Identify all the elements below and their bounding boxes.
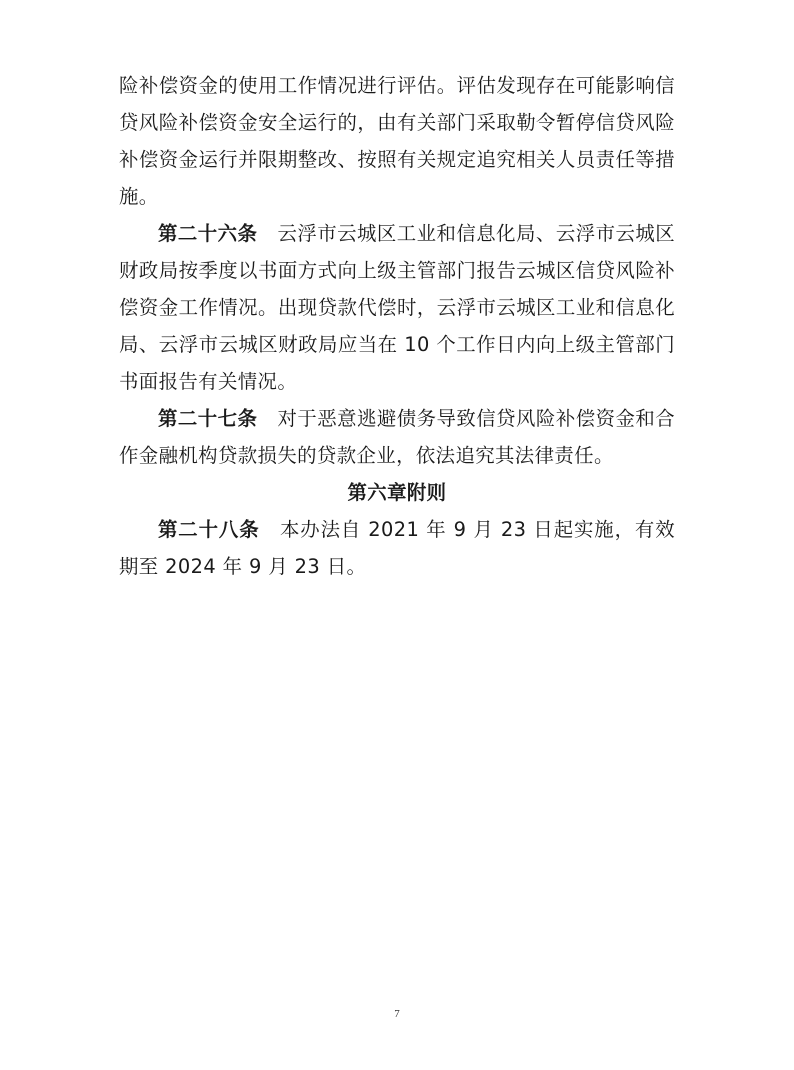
article-28 xyxy=(119,511,675,585)
article-text: 对于恶意逃避债务导致信贷风险补偿资金和合作金融机构贷款损失的贷款企业，依法追究其法律责任。 xyxy=(119,407,676,467)
article-label: 第二十七条 xyxy=(158,407,258,430)
article-text: 本办法自 2021 年 9 月 23 日起实施，有效期至 2024 年 9 月 23 日。 xyxy=(119,518,675,578)
document-body xyxy=(119,67,675,585)
article-label: 第二十六条 xyxy=(158,222,258,245)
article-27 xyxy=(119,400,675,474)
chapter-heading: 第六章附则 xyxy=(347,481,447,504)
article-label: 第二十八条 xyxy=(158,518,260,541)
article-26 xyxy=(119,215,675,400)
paragraph-text: 险补偿资金的使用工作情况进行评估。评估发现存在可能影响信贷风险补偿资金安全运行的，由有关部门采取勒令暂停信贷风险补偿资金运行并限期整改、按照有关规定追究相关人员责任等措施。 xyxy=(119,74,675,208)
paragraph-continuation xyxy=(119,67,675,215)
page-number: 7 xyxy=(394,1008,400,1020)
article-text: 云浮市云城区工业和信息化局、云浮市云城区财政局按季度以书面方式向上级主管部门报告云城区信贷风险补偿资金工作情况。出现贷款代偿时，云浮市云城区工业和信息化局、云浮市云城区财政局应当在 10 个工作日内向上级主管部门书面报告有关情况。 xyxy=(119,222,676,393)
